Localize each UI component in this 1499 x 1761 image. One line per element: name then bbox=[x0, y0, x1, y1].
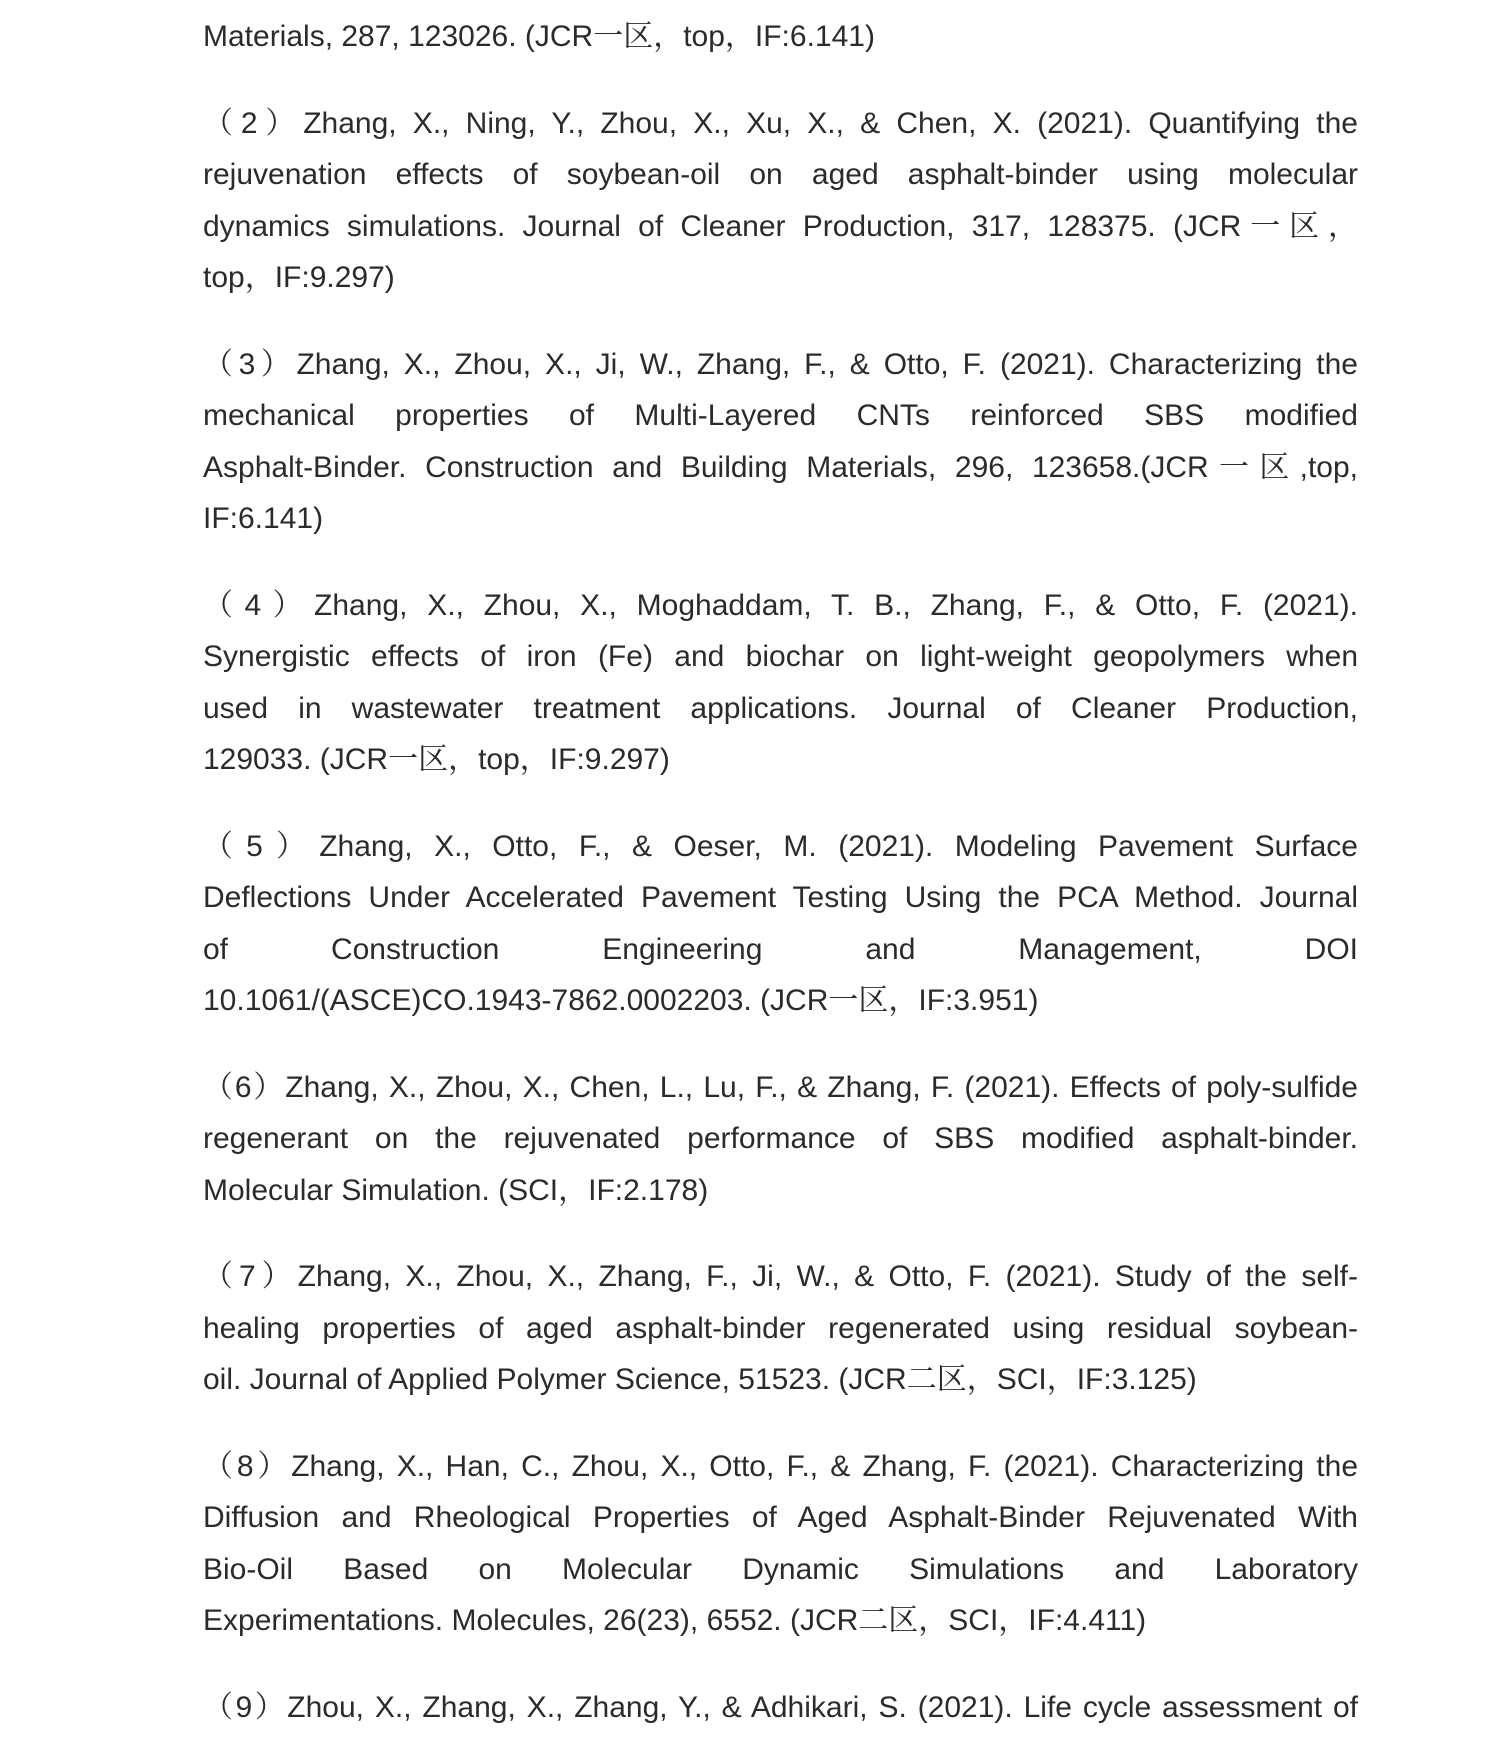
reference-entry bbox=[203, 580, 1358, 786]
reference-line: （4）Zhang, X., Zhou, X., Moghaddam, T. B., Zhang, F., & Otto, F. (2021). bbox=[203, 588, 1358, 622]
reference-line: used in wastewater treatment applications. Journal of Cleaner Production, bbox=[203, 691, 1358, 725]
reference-line: （9）Zhou, X., Zhang, X., Zhang, Y., & Adhikari, S. (2021). Life cycle assessment of bbox=[203, 1690, 1358, 1724]
reference-line: Bio-Oil Based on Molecular Dynamic Simulations and Laboratory bbox=[203, 1552, 1358, 1586]
reference-line: （5）Zhang, X., Otto, F., & Oeser, M. (2021). Modeling Pavement Surface bbox=[203, 829, 1358, 863]
reference-line: 129033. (JCR一区，top，IF:9.297) bbox=[203, 743, 670, 776]
reference-line: Diffusion and Rheological Properties of Aged Asphalt-Binder Rejuvenated With bbox=[203, 1501, 1358, 1534]
reference-line: （7）Zhang, X., Zhou, X., Zhang, F., Ji, W., & Otto, F. (2021). Study of the self- bbox=[203, 1260, 1358, 1293]
reference-entry bbox=[203, 11, 1358, 63]
reference-entry bbox=[203, 98, 1358, 304]
reference-line: oil. Journal of Applied Polymer Science, 51523. (JCR二区，SCI，IF:3.125) bbox=[203, 1363, 1197, 1396]
reference-line: IF:6.141) bbox=[203, 502, 324, 535]
paragraph-gap bbox=[203, 786, 1358, 821]
reference-line: dynamics simulations. Journal of Cleaner Production, 317, 128375. (JCR一区， bbox=[203, 209, 1358, 243]
reference-line: of Construction Engineering and Management, DOI bbox=[203, 932, 1358, 966]
reference-entry bbox=[203, 1062, 1358, 1217]
reference-entry bbox=[203, 1682, 1358, 1734]
reference-line: healing properties of aged asphalt-binder regenerated using residual soybean- bbox=[203, 1311, 1358, 1345]
reference-line: regenerant on the rejuvenated performance of SBS modified asphalt-binder. bbox=[203, 1122, 1358, 1155]
reference-line: （6）Zhang, X., Zhou, X., Chen, L., Lu, F., & Zhang, F. (2021). Effects of poly-sulfide bbox=[203, 1070, 1358, 1104]
reference-line: （3）Zhang, X., Zhou, X., Ji, W., Zhang, F., & Otto, F. (2021). Characterizing the bbox=[203, 347, 1358, 381]
paragraph-gap bbox=[203, 1647, 1358, 1682]
reference-line: Molecular Simulation. (SCI，IF:2.178) bbox=[203, 1173, 709, 1207]
paragraph-gap bbox=[203, 304, 1358, 339]
reference-entry bbox=[203, 1441, 1358, 1647]
reference-line: Synergistic effects of iron (Fe) and biochar on light-weight geopolymers when bbox=[203, 640, 1358, 673]
reference-line: （8）Zhang, X., Han, C., Zhou, X., Otto, F., & Zhang, F. (2021). Characterizing the bbox=[203, 1449, 1358, 1483]
reference-entry bbox=[203, 339, 1358, 545]
reference-line: Materials, 287, 123026. (JCR一区，top，IF:6.141) bbox=[203, 20, 875, 53]
reference-line: Experimentations. Molecules, 26(23), 6552. (JCR二区，SCI，IF:4.411) bbox=[203, 1604, 1147, 1637]
paragraph-gap bbox=[203, 545, 1358, 580]
reference-line: （2）Zhang, X., Ning, Y., Zhou, X., Xu, X., & Chen, X. (2021). Quantifying the bbox=[203, 106, 1358, 140]
reference-line: Asphalt-Binder. Construction and Building Materials, 296, 123658.(JCR一区,top, bbox=[203, 450, 1358, 484]
publication-list bbox=[203, 0, 1358, 1733]
paragraph-gap bbox=[203, 1027, 1358, 1062]
reference-line: 10.1061/(ASCE)CO.1943-7862.0002203. (JCR一区，IF:3.951) bbox=[203, 984, 1039, 1017]
reference-line: rejuvenation effects of soybean-oil on aged asphalt-binder using molecular bbox=[203, 158, 1358, 191]
paragraph-gap bbox=[203, 1406, 1358, 1441]
reference-entry bbox=[203, 1251, 1358, 1406]
reference-line: top，IF:9.297) bbox=[203, 261, 395, 294]
reference-entry bbox=[203, 821, 1358, 1027]
reference-line: Deflections Under Accelerated Pavement Testing Using the PCA Method. Journal bbox=[203, 881, 1358, 914]
paragraph-gap bbox=[203, 1216, 1358, 1251]
reference-line: mechanical properties of Multi-Layered CNTs reinforced SBS modified bbox=[203, 399, 1358, 432]
paragraph-gap bbox=[203, 63, 1358, 98]
